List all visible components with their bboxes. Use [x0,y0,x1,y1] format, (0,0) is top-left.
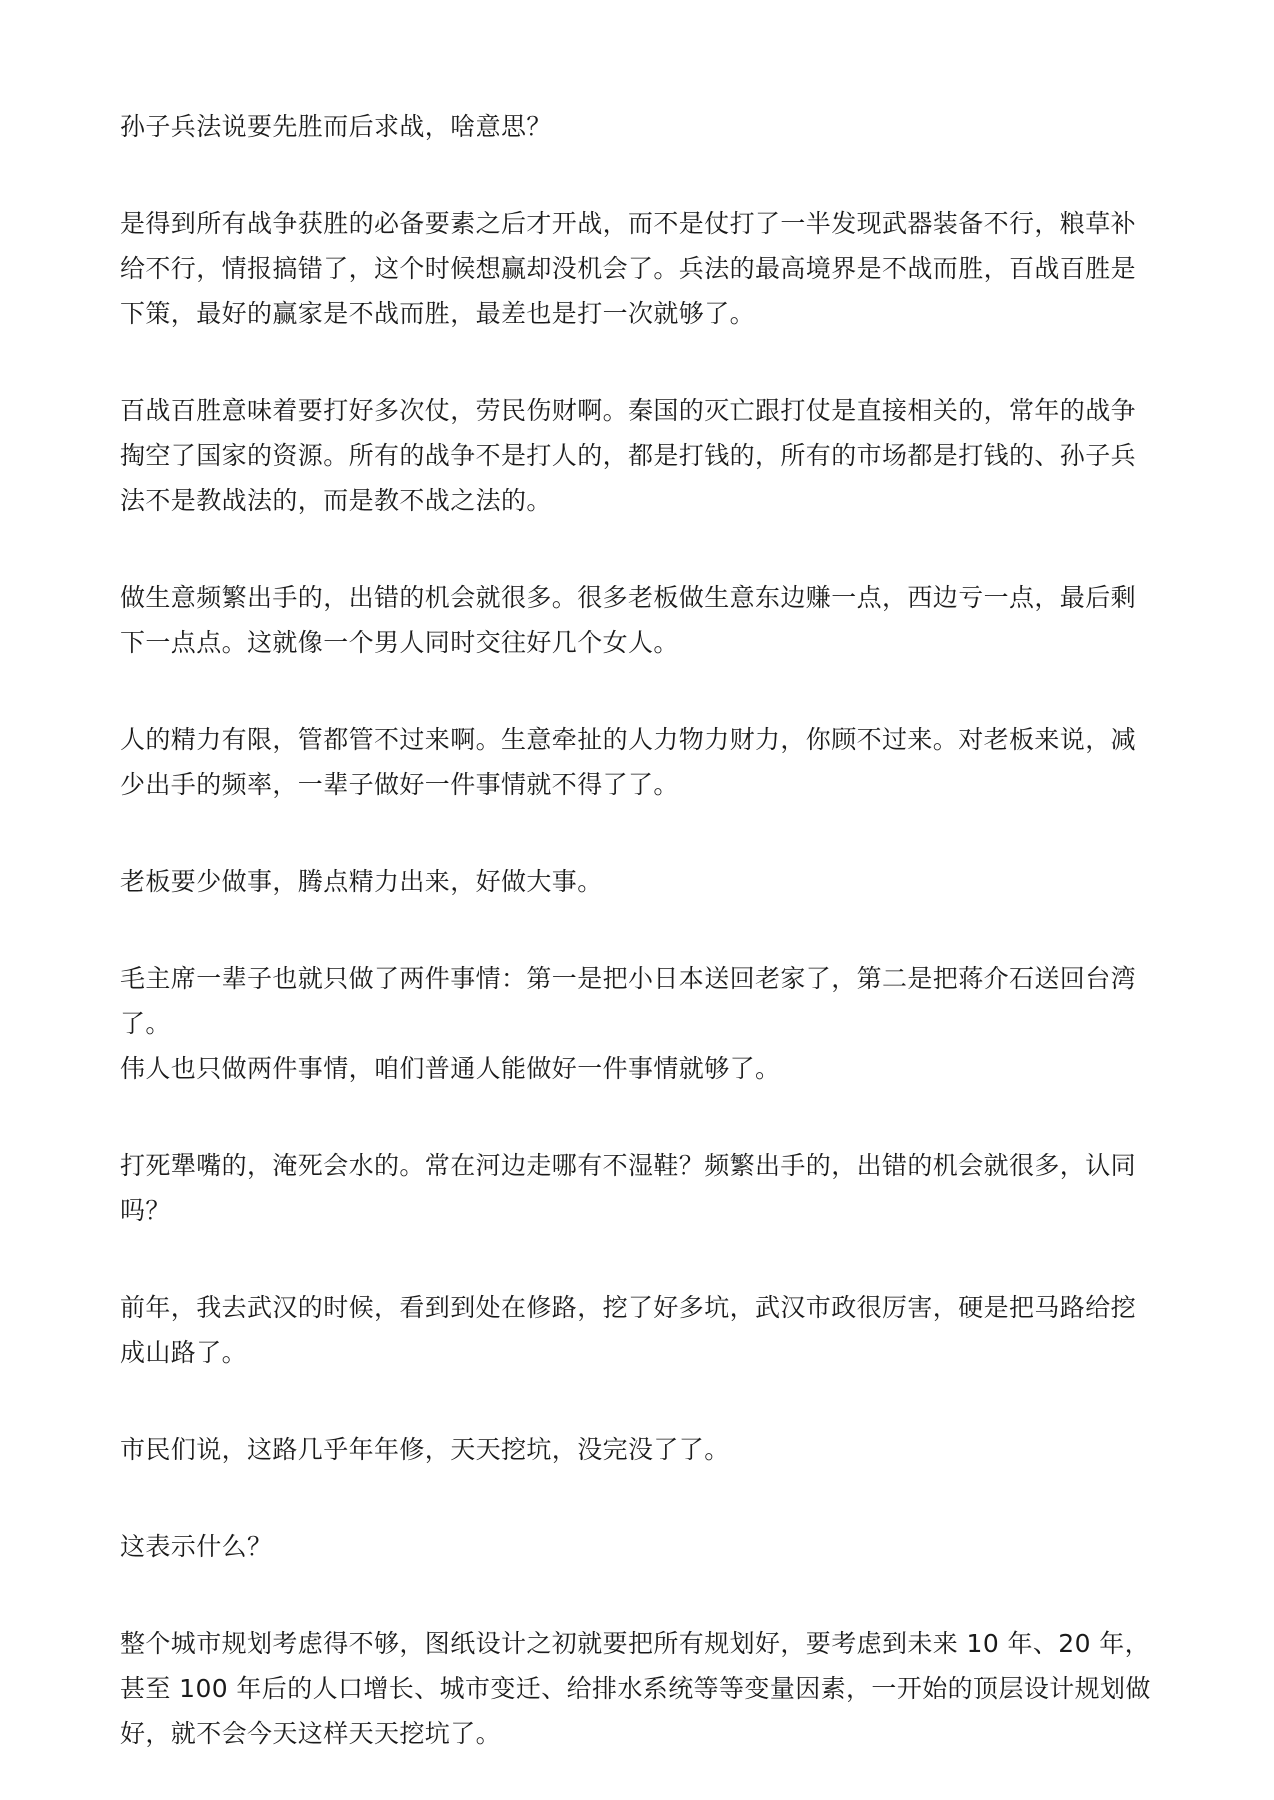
paragraph-gap [120,149,1160,201]
paragraph-5: 人的精力有限，管都管不过来啊。生意牵扯的人力物力财力，你顾不过来。对老板来说，减少出手的频率，一辈子做好一件事情就不得了了。 [120,725,1137,799]
paragraph-1: 孙子兵法说要先胜而后求战，啥意思？ [120,112,552,141]
paragraph-gap [120,1233,1160,1285]
paragraph-12: 这表示什么？ [120,1532,273,1561]
paragraph-10: 前年，我去武汉的时候，看到到处在修路，挖了好多坑，武汉市政很厉害，硬是把马路给挖成山路了。 [120,1293,1137,1367]
paragraph-gap [120,1472,1160,1524]
paragraph-7: 毛主席一辈子也就只做了两件事情：第一是把小日本送回老家了，第二是把蒋介石送回台湾了。 [120,964,1137,1038]
paragraph-2: 是得到所有战争获胜的必备要素之后才开战，而不是仗打了一半发现武器装备不行，粮草补给不行，情报搞错了，这个时候想赢却没机会了。兵法的最高境界是不战而胜，百战百胜是下策，最好的赢家是不战而胜，最差也是打一次就够了。 [120,209,1137,328]
paragraph-gap [120,1091,1160,1143]
paragraph-gap [120,523,1160,575]
paragraph-13: 整个城市规划考虑得不够，图纸设计之初就要把所有规划好，要考虑到未来 10 年、20 年，甚至 100 年后的人口增长、城市变迁、给排水系统等等变量因素，一开始的顶层设计规划做好，就不会今天这样天天挖坑了。 [120,1629,1151,1748]
paragraph-9: 打死犟嘴的，淹死会水的。常在河边走哪有不湿鞋？频繁出手的，出错的机会就很多，认同吗？ [120,1151,1137,1225]
paragraph-gap [120,665,1160,717]
paragraph-8: 伟人也只做两件事情，咱们普通人能做好一件事情就够了。 [120,1054,781,1083]
paragraph-11: 市民们说，这路几乎年年修，天天挖坑，没完没了了。 [120,1435,730,1464]
paragraph-gap [120,336,1160,388]
paragraph-4: 做生意频繁出手的，出错的机会就很多。很多老板做生意东边赚一点，西边亏一点，最后剩下一点点。这就像一个男人同时交往好几个女人。 [120,583,1137,657]
paragraph-gap [120,807,1160,859]
document-body [120,104,1160,1756]
paragraph-gap [120,904,1160,956]
paragraph-gap [120,1375,1160,1427]
paragraph-gap [120,1569,1160,1621]
paragraph-3: 百战百胜意味着要打好多次仗，劳民伤财啊。秦国的灭亡跟打仗是直接相关的，常年的战争掏空了国家的资源。所有的战争不是打人的，都是打钱的，所有的市场都是打钱的、孙子兵法不是教战法的，而是教不战之法的。 [120,396,1137,515]
paragraph-6: 老板要少做事，腾点精力出来，好做大事。 [120,867,603,896]
